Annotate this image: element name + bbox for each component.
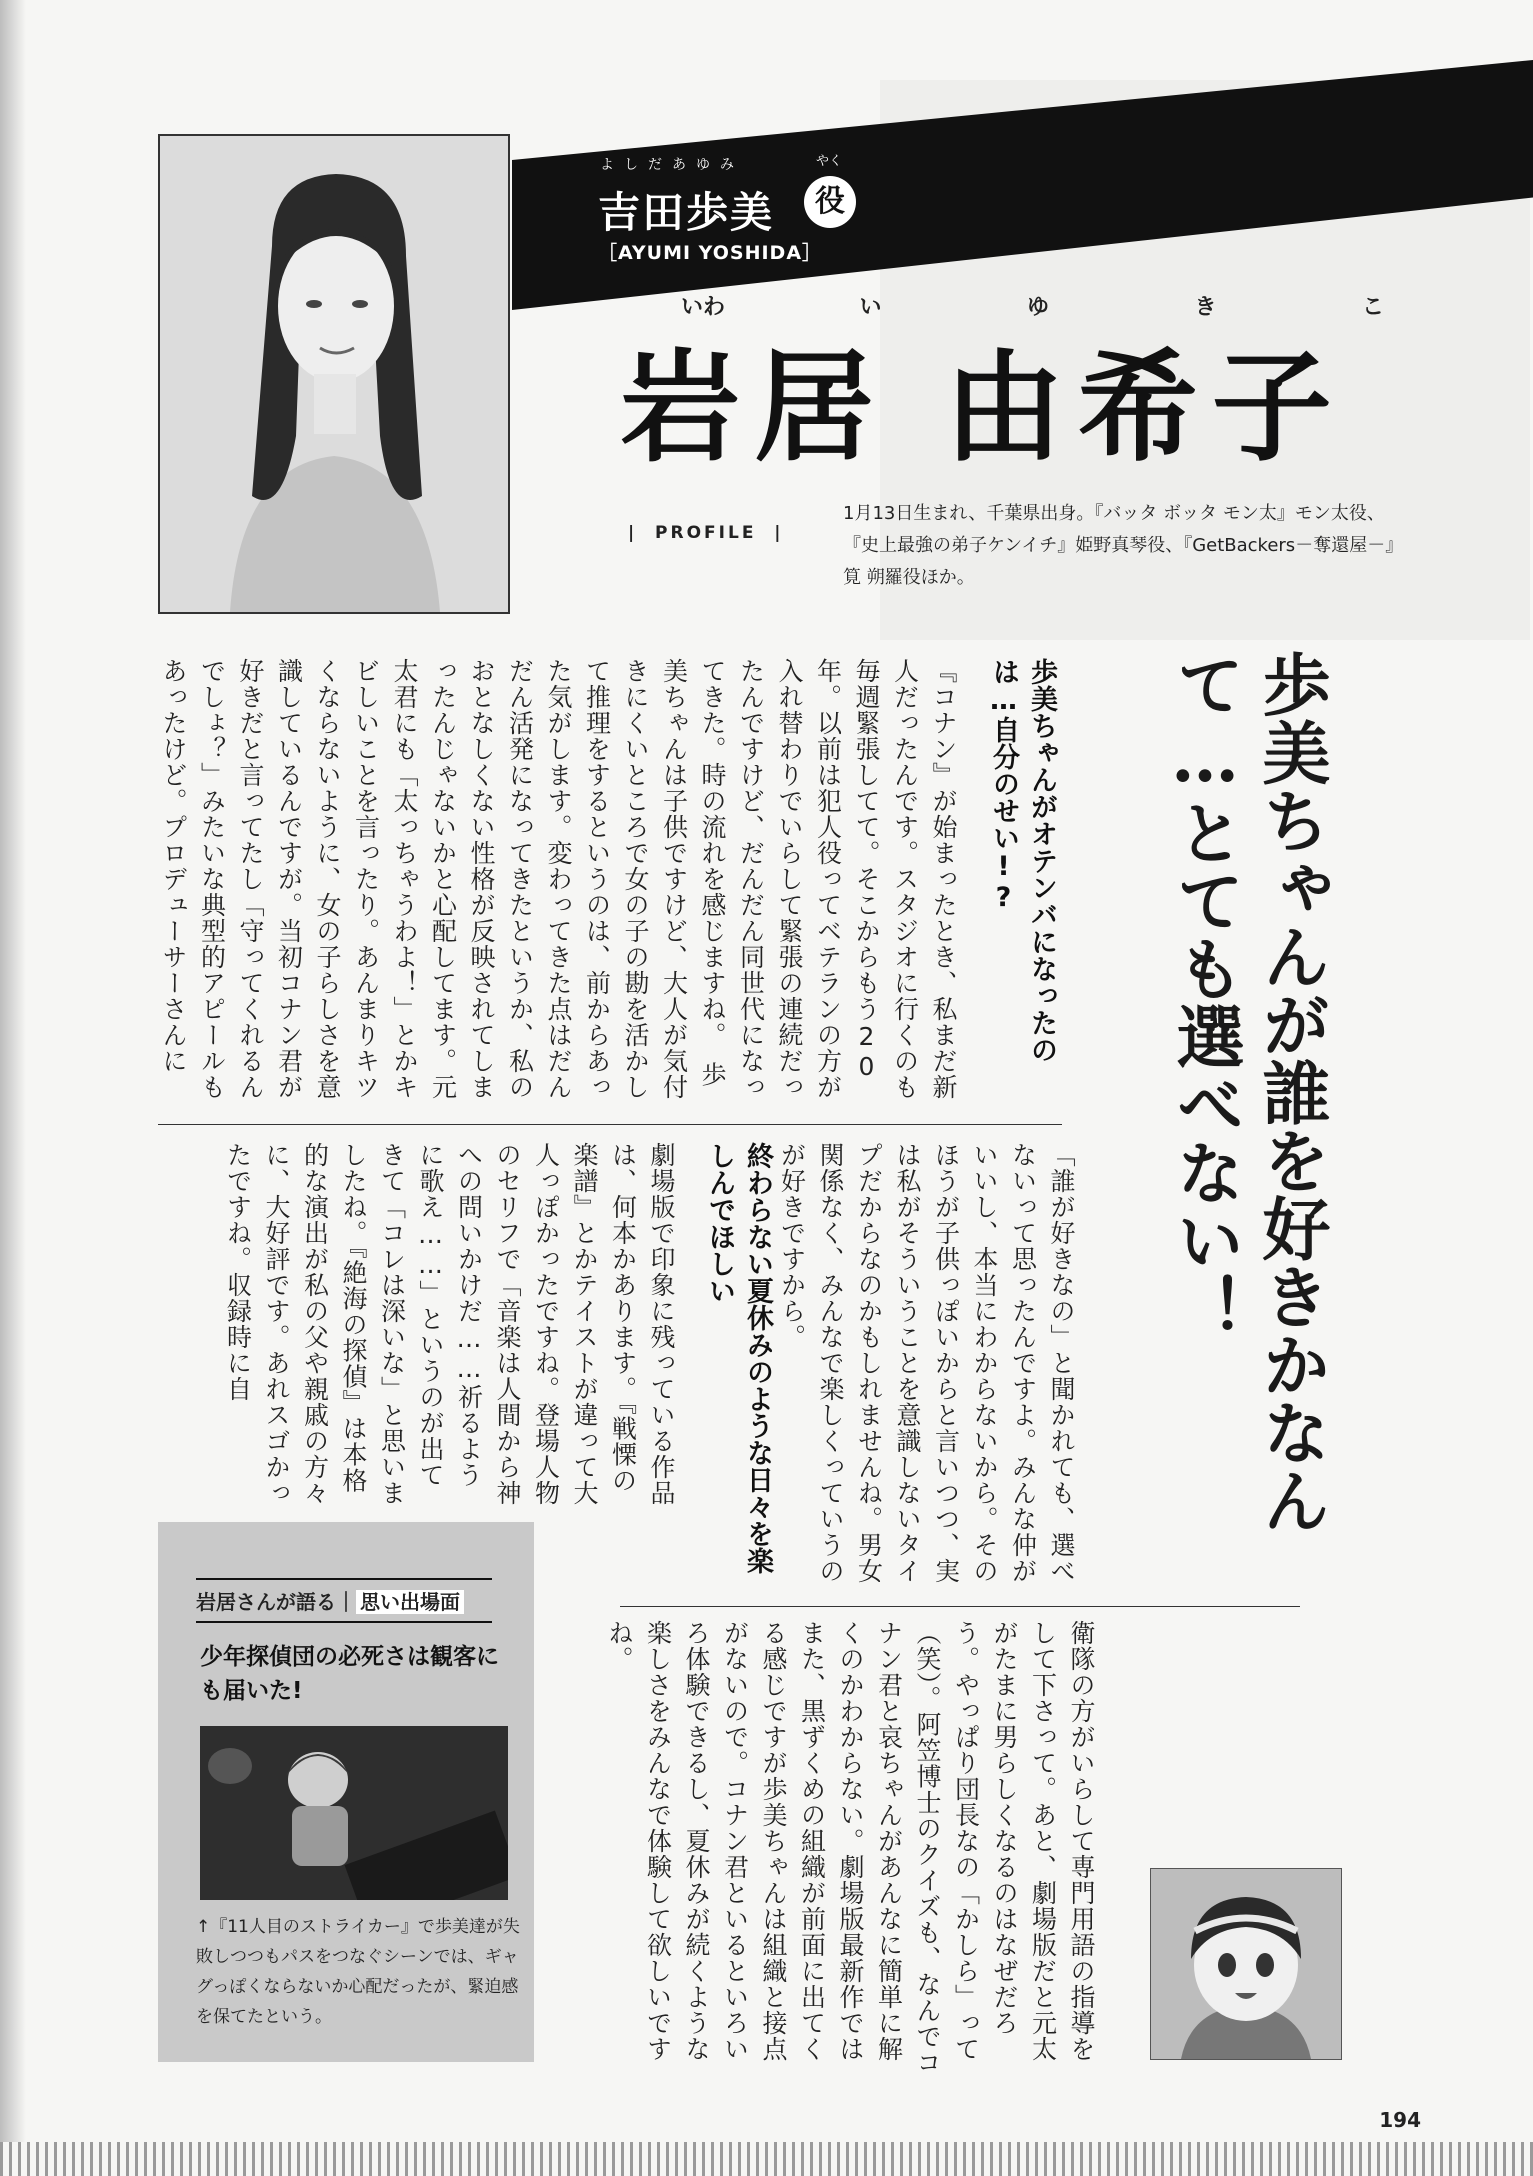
section2-subhead: 終わらない夏休みのような日々を楽しんでほしい: [704, 1142, 773, 1574]
role-name: 吉田歩美: [598, 188, 775, 237]
profile-label: | PROFILE |: [628, 523, 784, 543]
role-badge-ruby: やく: [816, 154, 843, 169]
bottom-stripe-border: [0, 2142, 1533, 2176]
ruby-char: ゆ: [1026, 295, 1049, 320]
ayumi-character-illustration: [1150, 1868, 1342, 2060]
ruby-char: いわ: [680, 295, 725, 320]
sidebar-title-main: 思い出場面: [356, 1590, 464, 1614]
profile-text: 1月13日生まれ、千葉県出身。『バッタ ボッタ モン太』モン太役、『史上最強の弟子ケンイチ』姫野真琴役、『GetBackers－奪還屋－』筧 朔羅役ほか。: [843, 503, 1395, 588]
profile-label-text: PROFILE: [655, 523, 757, 543]
article-headline: 歩美ちゃんが誰を好きかなんて…とても選べない！: [1165, 650, 1331, 1534]
role-roman-name: ［AYUMI YOSHIDA］: [598, 242, 823, 264]
section1-body: 『コナン』が始まったとき、私まだ新人だったんです。スタジオに行くのも毎週緊張してて。そこからもう20年。以前は犯人役ってベテランの方が入れ替わりでいらして緊張の連続だったんですけど、だんだん同世代になってきた。時の流れを感じますね。 歩美ちゃんは子供ですけど、大人が気付きにくいところで女の子の勘を活かして推理をするというのは、前からあった気がします。変わってきた点はだんだん活発になってきたというか、私のおとなしくない性格が反映されてしまったんじゃないかと心配してます。元太君にも「太っちゃうわよ！」とかキビしいことを言ったり。あんまりキツくならないように、女の子らしさを意識しているんですが。当初コナン君が好きだと言ってたし「守ってくれるんでしょ？」みたいな典型的アピールもあったけど。プロデューサーさんに: [159, 658, 958, 1100]
section2-body-a: 「誰が好きなの」と聞かれても、選べないって思ったんですよ。みんな仲がいいし、本当にわからないから。そのほうが子供っぽいからと言いつつ、実は私がそういうことを意識しないタイプだからなのかもしれませんね。男女関係なく、みんなで楽しくっていうのが好きですから。: [777, 1142, 1076, 1584]
character-image: [1151, 1869, 1341, 2059]
ruby-char: い: [859, 295, 882, 320]
actor-name: 岩居 由希子: [620, 339, 1346, 478]
sidebar-caption: ↑『11人目のストライカー』で歩美達が失敗しつつもパスをつなぐシーンでは、ギャグっぽくならないか心配だったが、緊迫感を保てたという。: [196, 1917, 520, 2027]
sidebar-title: 岩居さんが語る｜ 思い出場面: [196, 1578, 492, 1623]
section3-body: 衛隊の方がいらして専門用語の指導をして下さって。あと、劇場版だと元太がたまに男らしくなるのはなぜだろう。やっぱり団長なの「かしら」って（笑）。阿笠博士のクイズも、なんでコナン君と哀ちゃんがあんなに簡単に解くのかわからない。劇場版最新作ではまた、黒ずくめの組織が前面に出てくる感じですが歩美ちゃんは組織と接点がないので。コナン君といるといろいろ体験できるし、夏休みが続くような楽しさをみんなで体験して欲しいですね。: [605, 1620, 1096, 2076]
section2-body-b: 劇場版で印象に残っている作品は、何本かあります。『戦慄の楽譜』とかテイストが違って大人っぽかったですね。登場人物のセリフで「音楽は人間から神への問いかけだ……祈るように歌え……」というのが出てきて「コレは深いな」と思いましたね。『絶海の探偵』は本格的な演出が私の父や親戚の方々に、大好評です。あれスゴかったですね。収録時に自: [223, 1142, 676, 1506]
portrait-image: [160, 136, 508, 612]
sidebar-title-prefix: 岩居さんが語る: [196, 1590, 336, 1614]
ruby-char: き: [1194, 295, 1217, 320]
column-divider-upper: [158, 1124, 1062, 1125]
page-number: 194: [1379, 2108, 1421, 2132]
actor-photo: [158, 134, 510, 614]
section1-subhead: 歩美ちゃんがオテンバになったのは…自分のせい!?: [988, 658, 1057, 1063]
role-name-ruby: よしだあゆみ: [600, 157, 744, 173]
role-badge: 役: [804, 176, 856, 228]
column-divider-lower: [620, 1606, 1300, 1607]
movie-still-image: [200, 1726, 508, 1900]
sidebar-headline: 少年探偵団の必死さは観客にも届いた!: [200, 1644, 499, 1704]
scene-image: [200, 1726, 508, 1900]
ruby-char: こ: [1361, 295, 1384, 320]
binding-shadow: [0, 0, 26, 2176]
